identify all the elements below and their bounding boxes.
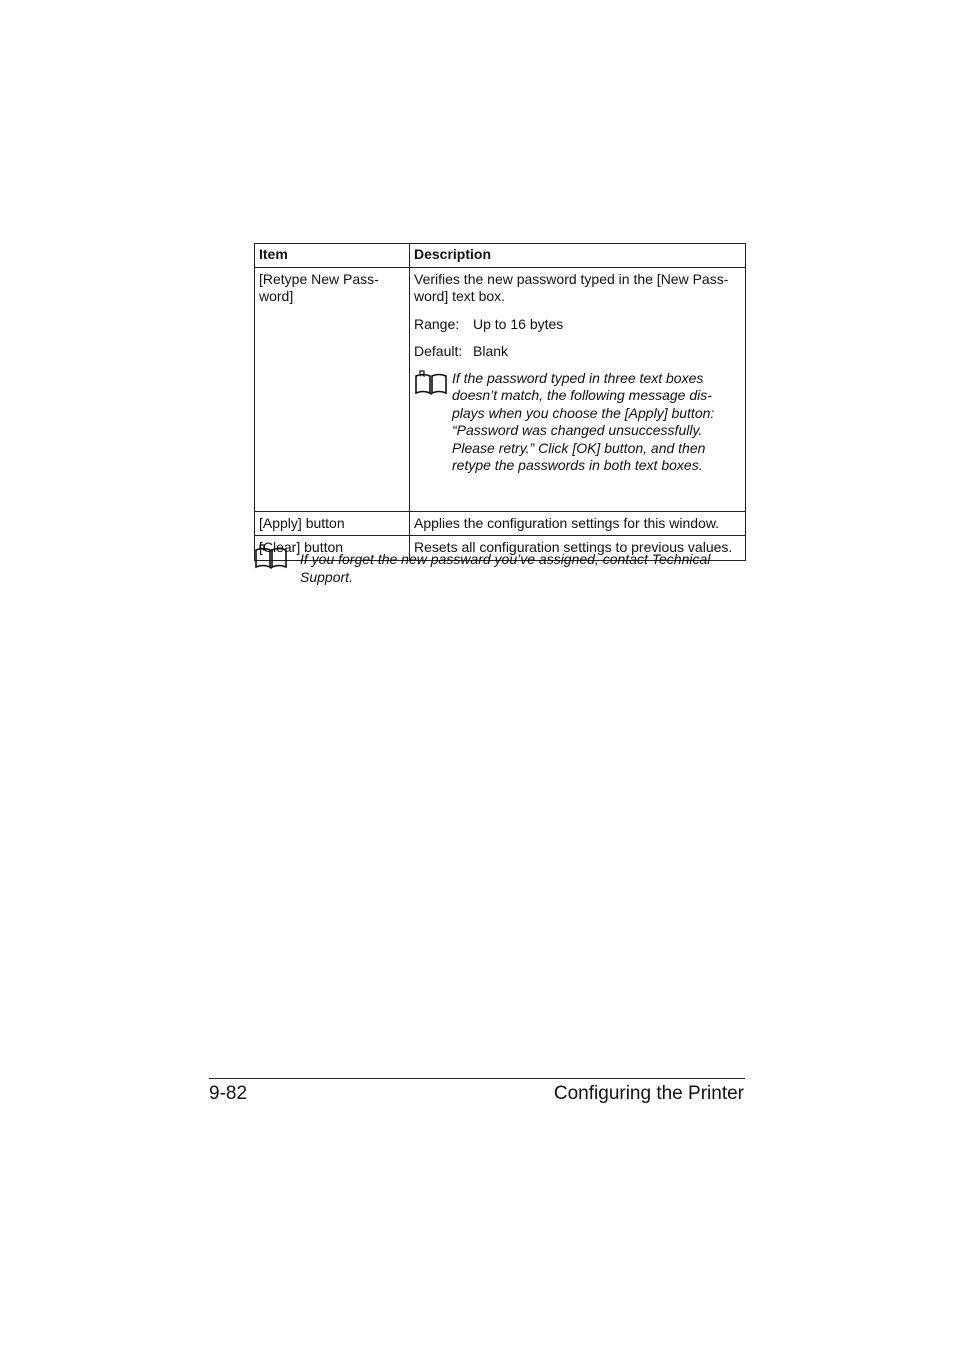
row-item: [Clear] button [255, 536, 410, 561]
table-row [255, 511, 746, 536]
inline-note [414, 370, 741, 475]
default-label: Default: [414, 343, 463, 359]
page-note [254, 544, 746, 586]
range-label: Range: [414, 315, 460, 332]
footer-divider [209, 1078, 745, 1079]
default-value: Blank [473, 343, 509, 359]
row-description [410, 267, 746, 511]
table-row [255, 267, 746, 511]
header-item: Item [255, 244, 410, 268]
row-item: [Retype New Pass-word] [255, 267, 410, 511]
note-text: If the password typed in three text boxes doesn’t match, the following message dis-plays when you choose the [Apply] button: “Password was changed unsuccessfully. Please retry.” Click [OK] button, and then retype the passwords in both text boxes. [452, 369, 715, 473]
default-line [414, 343, 741, 361]
open-book-icon [254, 544, 300, 586]
range-line [414, 316, 741, 334]
row-description: Applies the configuration settings for this window. [410, 511, 746, 536]
page-number: 9-82 [209, 1083, 248, 1104]
description-text: Verifies the new password typed in the [New Pass-word] text box. [414, 270, 729, 304]
range-value: Up to 16 bytes [473, 315, 564, 332]
section-title: Configuring the Printer [553, 1083, 744, 1104]
footnote-text: If you forget the new passward you’ve assigned, contact Technical Support. [300, 551, 711, 585]
row-description: Resets all configuration settings to previous values. [410, 536, 746, 561]
table-header-row [255, 244, 746, 268]
header-description: Description [410, 244, 746, 268]
open-book-icon [414, 370, 452, 475]
settings-table [254, 243, 746, 561]
row-item: [Apply] button [255, 511, 410, 536]
